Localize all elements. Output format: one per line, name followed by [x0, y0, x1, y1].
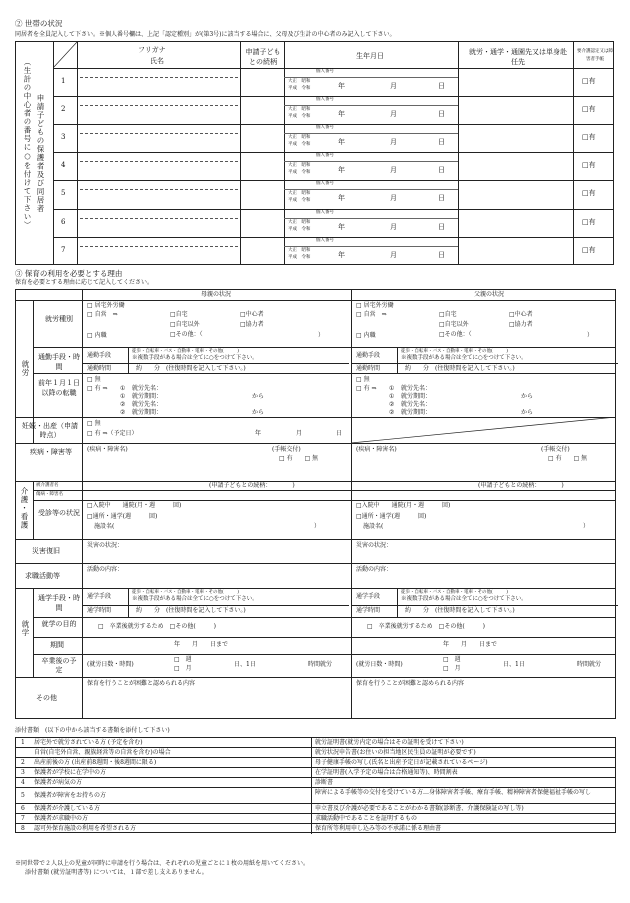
school-means-list: 徒歩・自転車・バス・自動車・電車・その他( )	[401, 590, 509, 595]
job-activity: 活動の内容：	[356, 566, 393, 573]
commute-means-label: 通勤手段	[356, 352, 381, 359]
attach-table	[15, 737, 616, 833]
means-note: ※複数手段がある場合は全てに○をつけて下さい。	[401, 355, 527, 361]
check-home-work[interactable]: □ 居宅外労働	[87, 302, 125, 309]
after-week[interactable]: □ 週	[174, 656, 192, 663]
check-center[interactable]: □中心者	[240, 311, 264, 318]
job-index: ②	[389, 409, 395, 416]
care-facility-close: ）	[314, 523, 321, 530]
prev-none[interactable]: □ 無	[87, 376, 101, 383]
job-employer: 就労先名：	[401, 385, 432, 392]
commute-means-label: 通勤手段	[87, 352, 112, 359]
father-pregnancy-diagonal	[351, 417, 616, 444]
month-label: 月	[390, 194, 397, 203]
attach-case: 保護者が病気の方	[34, 779, 83, 786]
check-self[interactable]: □ 自営 ⇒	[356, 311, 387, 318]
attach-case: 保護者が障害をお持ちの方	[34, 792, 107, 799]
check-home[interactable]: □自宅	[439, 311, 457, 318]
check-home[interactable]: □自宅	[170, 311, 188, 318]
label-pregnancy: 妊娠・出産（申請時点）	[22, 422, 78, 439]
job-index: ①	[120, 385, 126, 392]
era-label-2: 平成 令和	[288, 170, 311, 176]
attach-row	[16, 804, 615, 814]
attach-no: 1	[21, 739, 25, 746]
illness-name: (疾病・障害名)	[87, 446, 128, 453]
year-label: 年	[338, 82, 345, 90]
attach-title: 添付書類 (以下の中から該当する書類を添付して下さい)	[15, 727, 170, 734]
attach-no: 8	[21, 825, 25, 832]
year-label: 年	[338, 110, 345, 119]
check-inside[interactable]: □ 内職	[356, 332, 376, 339]
job-period: 就労期間：	[132, 393, 163, 400]
care-checkbox[interactable]: □有	[582, 105, 596, 114]
era-label-1: 大正 昭和	[288, 79, 311, 84]
row-number: 7	[61, 245, 66, 254]
after-hours: 時間就労	[577, 661, 602, 668]
after-week[interactable]: □ 週	[443, 656, 461, 663]
school-means-note: ※複数手段がある場合は全てに○をつけて下さい。	[132, 596, 258, 602]
day-label: 日	[438, 82, 445, 90]
row-number: 6	[61, 217, 66, 226]
label-commute: 通勤手段・時間	[38, 353, 80, 371]
label-period: 期間	[50, 641, 64, 649]
attach-row	[16, 748, 615, 758]
after-hours: 時間就労	[308, 661, 333, 668]
section2-title: ② 世帯の状況	[15, 19, 63, 28]
school-means-list: 徒歩・自転車・バス・自動車・電車・その他( )	[132, 590, 240, 595]
side-care: 介護・看護	[20, 487, 29, 530]
attach-case: 出産前後の方 (出産前8週間・後8週間に限る)	[34, 759, 157, 766]
attach-case: 自営(自宅外自営、親族経営等の自営を含む)の場合	[34, 749, 171, 756]
header-name: 氏名	[150, 57, 164, 65]
attach-doc: 就労状況申告書(お住いの担当地区民生員の証明が必要です)	[315, 749, 476, 756]
commute-time-note: 約 分 (往復時間を記入して下さい。)	[405, 365, 515, 372]
prev-yes[interactable]: □ 有 ⇒	[87, 385, 108, 392]
notebook-check[interactable]: □ 有 □ 無	[548, 455, 588, 462]
job-employer: 就労先名：	[132, 385, 163, 392]
label-school-commute: 通学手段・時間	[38, 594, 80, 612]
year-label: 年	[338, 194, 345, 203]
attach-case: 認可外保育施設の利用を希望される方	[34, 825, 137, 832]
attach-doc: 在学証明書(入学予定の場合は合格通知等)、時間割表	[315, 769, 458, 776]
check-inside[interactable]: □ 内職	[87, 332, 107, 339]
day-label: 日	[438, 194, 445, 203]
other-close: ）	[587, 332, 594, 339]
month-label: 月	[390, 138, 397, 147]
row-number: 4	[61, 161, 66, 170]
attach-doc: 保育所等利用申し込み等の不承諾に係る理由書	[315, 825, 442, 832]
row-number: 1	[61, 77, 66, 85]
care-facility-close: ）	[583, 523, 590, 530]
header-diagonal	[53, 42, 77, 69]
check-other[interactable]: □その他：（	[439, 331, 472, 338]
label-purpose: 就学の目的	[41, 620, 77, 628]
job-index: ①	[389, 385, 395, 392]
label-kind: 就労種別	[45, 315, 73, 323]
household-table	[15, 41, 614, 265]
job-from: から	[521, 393, 534, 400]
care-checkbox[interactable]: □有	[582, 245, 596, 254]
era-label-2: 平成 令和	[288, 86, 311, 91]
preg-month: 月	[296, 430, 303, 437]
row-number: 5	[61, 189, 66, 198]
row-number: 3	[61, 133, 66, 142]
check-self[interactable]: □ 自営 ⇒	[87, 311, 118, 318]
disaster-state: 災害の状況：	[87, 542, 124, 549]
disaster-state: 災害の状況：	[356, 542, 393, 549]
month-label: 月	[390, 250, 397, 259]
attach-foot-1: ※同世帯で２人以上の児童が同時に申請を行う場合は、それぞれの児童ごとに１枚の用紙を用いてください。	[15, 860, 310, 867]
care-visit[interactable]: □通所・通学(週 回)	[87, 513, 158, 520]
check-other[interactable]: □その他：（	[170, 331, 203, 338]
mynumber-label: 個人番号	[316, 237, 334, 243]
commute-time-label: 通勤時間	[87, 365, 112, 372]
month-label: 月	[390, 110, 397, 119]
purpose-check[interactable]: □ 卒業後就労するため □その他( )	[98, 623, 217, 630]
label-illness: 疾病・障害等	[30, 448, 72, 456]
attach-doc: 申立書及び介護が必要であることがわかる書類(診断書、介護保険証の写し等)	[315, 805, 524, 812]
row-number: 2	[61, 105, 66, 114]
attach-foot-2: 添付書類 (就労証明書等) については、１部で差し支えありません。	[25, 869, 208, 876]
notebook-label: (手帳交付)	[272, 446, 301, 453]
kana-line	[80, 133, 238, 134]
after-text: (就労日数・時間)	[356, 661, 403, 668]
era-label-1: 大正 昭和	[288, 247, 311, 253]
job-index: ②	[120, 401, 126, 408]
label-cared: 被介護者名	[36, 483, 59, 488]
care-hospital[interactable]: □入院中 通院(月・週 回)	[87, 502, 182, 509]
attach-case: 居宅外で就労されている方 (予定を含む)	[34, 739, 143, 746]
school-means-note: ※複数手段がある場合は全てに○をつけて下さい。	[401, 596, 527, 602]
preg-none[interactable]: □ 無	[87, 420, 101, 427]
attach-row	[16, 824, 615, 834]
school-means-label: 通学手段	[356, 593, 381, 600]
attach-no: 5	[21, 792, 25, 799]
era-label-1: 大正 昭和	[288, 219, 311, 225]
mynumber-label: 個人番号	[316, 209, 334, 215]
kana-line	[80, 161, 238, 162]
other-text: 保育を行うことが困難と認められる内容	[87, 680, 196, 687]
label-treatment: 受診等の状況	[38, 509, 80, 517]
period-text: 年 月 日まで	[174, 641, 229, 648]
care-relation: (申請子どもとの続柄： )	[478, 482, 564, 489]
care-checkbox[interactable]: □有	[582, 77, 596, 85]
year-label: 年	[338, 250, 345, 259]
header-kana: フリガナ	[138, 46, 166, 54]
attach-doc: 障害による手帳等の交付を受けている方…身体障害者手帳、療育手帳、精神障害者保健福祉手帳の写し	[315, 789, 592, 796]
attach-doc: 求職活動中であることを証明するもの	[315, 815, 418, 822]
household-side-label: 申請子どもの保護者及び同居者	[36, 94, 45, 213]
kana-line	[80, 105, 238, 106]
after-day: 日、1日	[503, 661, 525, 668]
commute-time-note: 約 分 (往復時間を記入して下さい。)	[136, 365, 246, 372]
kana-line	[80, 246, 238, 247]
year-label: 年	[338, 166, 345, 175]
attach-no: 6	[21, 805, 25, 812]
side-work: 就労	[21, 360, 30, 377]
attach-row	[16, 738, 615, 748]
preg-year: 年	[255, 430, 262, 437]
attach-case: 保護者が学校に在学中の方	[34, 769, 107, 776]
period-text: 年 月 日まで	[443, 641, 498, 648]
mother-header: 母親の状況	[201, 291, 232, 298]
day-label: 日	[438, 138, 445, 147]
job-employer: 就労先名：	[132, 401, 163, 408]
year-label: 年	[338, 222, 345, 231]
month-label: 月	[390, 166, 397, 175]
day-label: 日	[438, 166, 445, 175]
label-disaster: 災害復旧	[32, 547, 60, 555]
job-period: 就労期間：	[401, 393, 432, 400]
reason-table	[15, 289, 616, 719]
attach-no: 7	[21, 815, 25, 822]
attach-doc: 診断書	[315, 779, 334, 786]
era-label-2: 平成 令和	[288, 114, 311, 120]
mynumber-label: 個人番号	[316, 69, 334, 74]
job-index: ②	[120, 409, 126, 416]
side-study: 就学	[21, 620, 30, 637]
after-month[interactable]: □ 月	[443, 665, 461, 672]
kana-line	[80, 189, 238, 190]
kana-line	[80, 77, 238, 78]
era-label-1: 大正 昭和	[288, 191, 311, 197]
era-label-2: 平成 令和	[288, 226, 311, 232]
prev-none[interactable]: □ 無	[356, 376, 370, 383]
mynumber-label: 個人番号	[316, 125, 334, 131]
job-employer: 就労先名：	[401, 401, 432, 408]
care-relation: (申請子どもとの続柄： )	[209, 482, 295, 489]
era-label-1: 大正 昭和	[288, 163, 311, 169]
means-list: 徒歩・自転車・バス・自動車・電車・その他( )	[401, 349, 509, 354]
job-index: ①	[120, 393, 126, 400]
means-note: ※複数手段がある場合は全てに○をつけて下さい。	[132, 355, 258, 361]
care-checkbox[interactable]: □有	[582, 189, 596, 198]
era-label-2: 平成 令和	[288, 198, 311, 204]
check-center[interactable]: □中心者	[509, 311, 533, 318]
attach-row	[16, 814, 615, 824]
care-facility: 施設名(	[363, 523, 384, 530]
label-after: 卒業後の予定	[41, 657, 77, 674]
day-label: 日	[438, 110, 445, 119]
month-label: 月	[390, 222, 397, 231]
header-birth: 生年月日	[356, 52, 384, 60]
label-cared-disease: 傷病・障害名	[36, 492, 63, 497]
header-relation: 申請子どもとの続柄	[245, 48, 281, 66]
father-header: 父親の状況	[474, 291, 505, 298]
after-text: (就労日数・時間)	[87, 661, 134, 668]
care-checkbox[interactable]: □有	[582, 161, 596, 170]
school-time-note: 約 分 (往復時間を記入して下さい。)	[405, 607, 515, 614]
era-label-1: 大正 昭和	[288, 135, 311, 141]
label-job-search: 求職活動等	[25, 572, 60, 580]
purpose-check[interactable]: □ 卒業後就労するため □その他( )	[367, 623, 486, 630]
after-month[interactable]: □ 月	[174, 665, 192, 672]
attach-no: 2	[21, 759, 25, 766]
notebook-label: (手帳交付)	[541, 446, 570, 453]
care-hospital[interactable]: □入院中 通院(月・週 回)	[356, 502, 451, 509]
preg-day: 日	[336, 430, 343, 437]
mynumber-label: 個人番号	[316, 153, 334, 159]
header-work: 就労・通学・通園先又は単身赴任先	[469, 48, 567, 66]
preg-yes[interactable]: □ 有 ⇒（予定日）	[87, 430, 138, 437]
job-from: から	[252, 409, 265, 416]
check-home-other[interactable]: □自宅以外	[170, 321, 200, 328]
prev-yes[interactable]: □ 有 ⇒	[356, 385, 377, 392]
other-text: 保育を行うことが困難と認められる内容	[356, 680, 465, 687]
illness-name: (疾病・障害名)	[356, 446, 397, 453]
attach-no: 3	[21, 769, 25, 776]
attach-row	[16, 768, 615, 778]
section2-note: 同居者を全員記入して下さい。※個人番号欄は、上記「認定種別」が(第3号)に該当する場合に、父母及び生計の中心者のみ記入して下さい。	[15, 31, 396, 38]
check-home-work[interactable]: □ 居宅外労働	[356, 302, 394, 309]
job-activity: 活動の内容：	[87, 566, 124, 573]
care-checkbox[interactable]: □有	[582, 217, 596, 226]
check-helper[interactable]: □協力者	[509, 321, 533, 328]
check-home-other[interactable]: □自宅以外	[439, 321, 469, 328]
other-close: ）	[318, 332, 325, 339]
commute-time-label: 通勤時間	[356, 365, 381, 372]
job-from: から	[521, 409, 534, 416]
era-label-2: 平成 令和	[288, 254, 311, 260]
era-label-2: 平成 令和	[288, 142, 311, 148]
section3-title: ③ 保育の利用を必要とする理由	[15, 269, 123, 278]
day-label: 日	[438, 222, 445, 231]
attach-no: 4	[21, 779, 25, 786]
attach-doc: 就労証明書(就労内定の場合はその証明を受けて下さい)	[315, 739, 464, 746]
check-helper[interactable]: □協力者	[240, 321, 264, 328]
household-side-note: （生計の中心者の番号に○を付けて下さい）	[23, 58, 32, 230]
care-facility: 施設名(	[94, 523, 115, 530]
header-care: 要介護認定又は障害者手帳	[577, 49, 613, 62]
attach-row	[16, 758, 615, 768]
label-prev-job: 前年１月１日以降の転職	[38, 379, 80, 397]
school-time-note: 約 分 (往復時間を記入して下さい。)	[136, 607, 246, 614]
kana-line	[80, 218, 238, 219]
month-label: 月	[390, 82, 397, 90]
school-time-label: 通学時間	[356, 607, 381, 614]
attach-case: 保護者が介護している方	[34, 805, 101, 812]
mynumber-label: 個人番号	[316, 97, 334, 103]
school-means-label: 通学手段	[87, 593, 112, 600]
attach-row	[16, 778, 615, 788]
job-from: から	[252, 393, 265, 400]
section3-note: 保育を必要とする理由に応じて記入してください。	[15, 279, 154, 286]
day-label: 日	[438, 250, 445, 259]
attach-row	[16, 788, 615, 804]
attach-doc: 母子健康手帳の写し(氏名と出産予定日が記載されているページ)	[315, 759, 488, 766]
year-label: 年	[338, 138, 345, 147]
after-day: 日、1日	[234, 661, 256, 668]
era-label-1: 大正 昭和	[288, 107, 311, 113]
means-list: 徒歩・自転車・バス・自動車・電車・その他( )	[132, 349, 240, 354]
job-index: ①	[389, 393, 395, 400]
attach-case: 保護者が求職中の方	[34, 815, 89, 822]
mynumber-label: 個人番号	[316, 181, 334, 187]
job-index: ②	[389, 401, 395, 408]
job-period: 就労期間：	[401, 409, 432, 416]
school-time-label: 通学時間	[87, 607, 112, 614]
job-period: 就労期間：	[132, 409, 163, 416]
label-other: その他	[36, 694, 57, 702]
care-checkbox[interactable]: □有	[582, 133, 596, 142]
care-visit[interactable]: □通所・通学(週 回)	[356, 513, 427, 520]
notebook-check[interactable]: □ 有 □ 無	[279, 455, 319, 462]
